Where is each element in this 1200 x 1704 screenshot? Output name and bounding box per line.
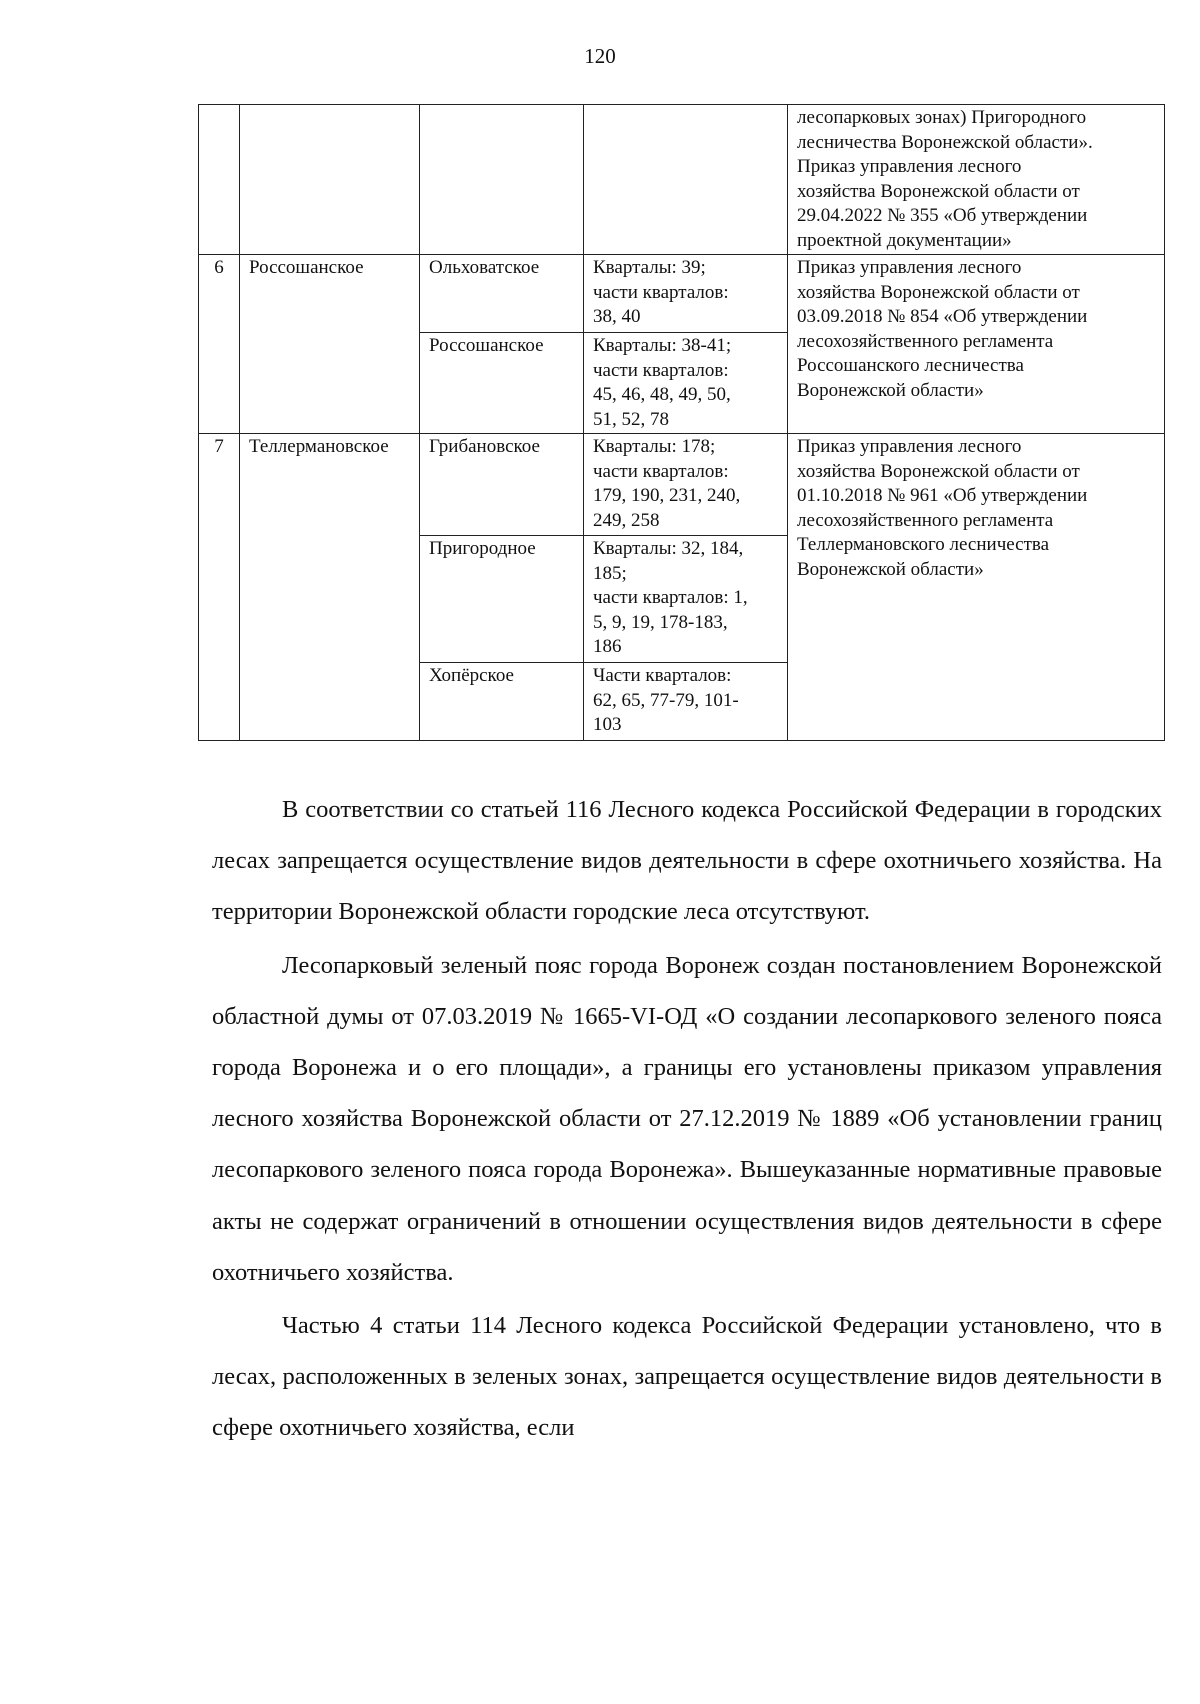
paragraph: В соответствии со статьей 116 Лесного кодекса Российской Федерации в городских лесах запрещается осуществление видов деятельности в сфере охотничьего хозяйства. На территории Воронежской области городские леса отсутствуют. [212,796,1162,926]
order-line: 03.09.2018 № 854 «Об утверждении [797,306,1088,327]
quarters-cell [584,536,788,663]
quarters-line: 103 [593,714,622,735]
paragraph: Лесопарковый зеленый пояс города Воронеж создан постановлением Воронежской областной думы от 07.03.2019 № 1665-VI-ОД «О создании лесопаркового зеленого пояса города Воронежа и о его площади», а границы его установлены приказом управления лесного хозяйства Воронежской области от 27.12.2019 № 1889 «Об установлении границ лесопаркового зеленого пояса города Воронежа». Вышеуказанные нормативные правовые акты не содержат ограничений в отношении осуществления видов деятельности в сфере охотничьего хозяйства. [212,951,1162,1286]
region-cell: Россошанское [240,255,420,434]
order-line: Приказ управления лесного [797,156,1022,177]
row-number [199,105,240,255]
table-row [199,255,1165,333]
quarters-line: 186 [593,636,622,657]
order-line: 29.04.2022 № 355 «Об утверждении [797,205,1088,226]
order-line: лесохозяйственного регламента [797,509,1054,531]
order-line: хозяйства Воронежской области от [797,281,1080,303]
quarters-line: 38, 40 [593,306,641,327]
forestry-cell [420,105,584,255]
quarters-line: части кварталов: [593,359,729,381]
order-line: хозяйства Воронежской области от [797,460,1080,482]
forestry-cell: Грибановское [420,434,584,536]
quarters-line: 45, 46, 48, 49, 50, [593,384,731,405]
quarters-line: Кварталы: 178; [593,436,716,457]
quarters-line: части кварталов: [593,281,729,303]
order-line: лесохозяйственного регламента [797,330,1054,352]
order-line: Теллермановского лесничества [797,534,1050,555]
quarters-line: 51, 52, 78 [593,408,669,430]
quarters-line: Части кварталов: [593,665,732,686]
order-line: Воронежской области» [797,558,984,580]
forestry-cell: Хопёрское [420,663,584,741]
quarters-cell [584,333,788,434]
order-cell [788,434,1165,741]
paragraph: Частью 4 статьи 114 Лесного кодекса Российской Федерации установлено, что в лесах, расположенных в зеленых зонах, запрещается осуществление видов деятельности в сфере охотничьего хозяйства, если [212,1312,1162,1442]
order-line: проектной документации» [797,229,1012,251]
order-line: 01.10.2018 № 961 «Об утверждении [797,485,1088,506]
quarters-line: Кварталы: 38-41; [593,335,732,356]
quarters-line: 62, 65, 77-79, 101- [593,689,739,711]
order-line: лесничества Воронежской области». [797,131,1093,153]
quarters-cell [584,255,788,333]
forestry-table [198,104,1165,741]
quarters-cell [584,105,788,255]
region-cell: Теллермановское [240,434,420,741]
forestry-cell: Ольховатское [420,255,584,333]
region-cell [240,105,420,255]
page-number: 120 [584,44,616,68]
order-line: Воронежской области» [797,379,984,401]
quarters-line: части кварталов: [593,460,729,482]
row-number: 6 [199,255,240,434]
quarters-line: 179, 190, 231, 240, [593,485,741,506]
quarters-line: 185; [593,562,627,584]
quarters-cell [584,434,788,536]
quarters-line: части кварталов: 1, [593,587,748,608]
table-row [199,434,1165,536]
quarters-line: Кварталы: 32, 184, [593,538,744,559]
forestry-cell: Пригородное [420,536,584,663]
quarters-cell [584,663,788,741]
order-line: Приказ управления лесного [797,257,1022,278]
quarters-line: 249, 258 [593,509,660,531]
quarters-line: 5, 9, 19, 178-183, [593,611,728,633]
order-line: лесопарковых зонах) Пригородного [797,107,1087,128]
table-row [199,105,1165,255]
order-cell [788,255,1165,434]
body-text [212,784,1162,1454]
order-line: Приказ управления лесного [797,436,1022,457]
order-line: Россошанского лесничества [797,355,1024,376]
order-line: хозяйства Воронежской области от [797,180,1080,202]
forestry-cell: Россошанское [420,333,584,434]
quarters-line: Кварталы: 39; [593,257,706,278]
row-number: 7 [199,434,240,741]
order-cell [788,105,1165,255]
